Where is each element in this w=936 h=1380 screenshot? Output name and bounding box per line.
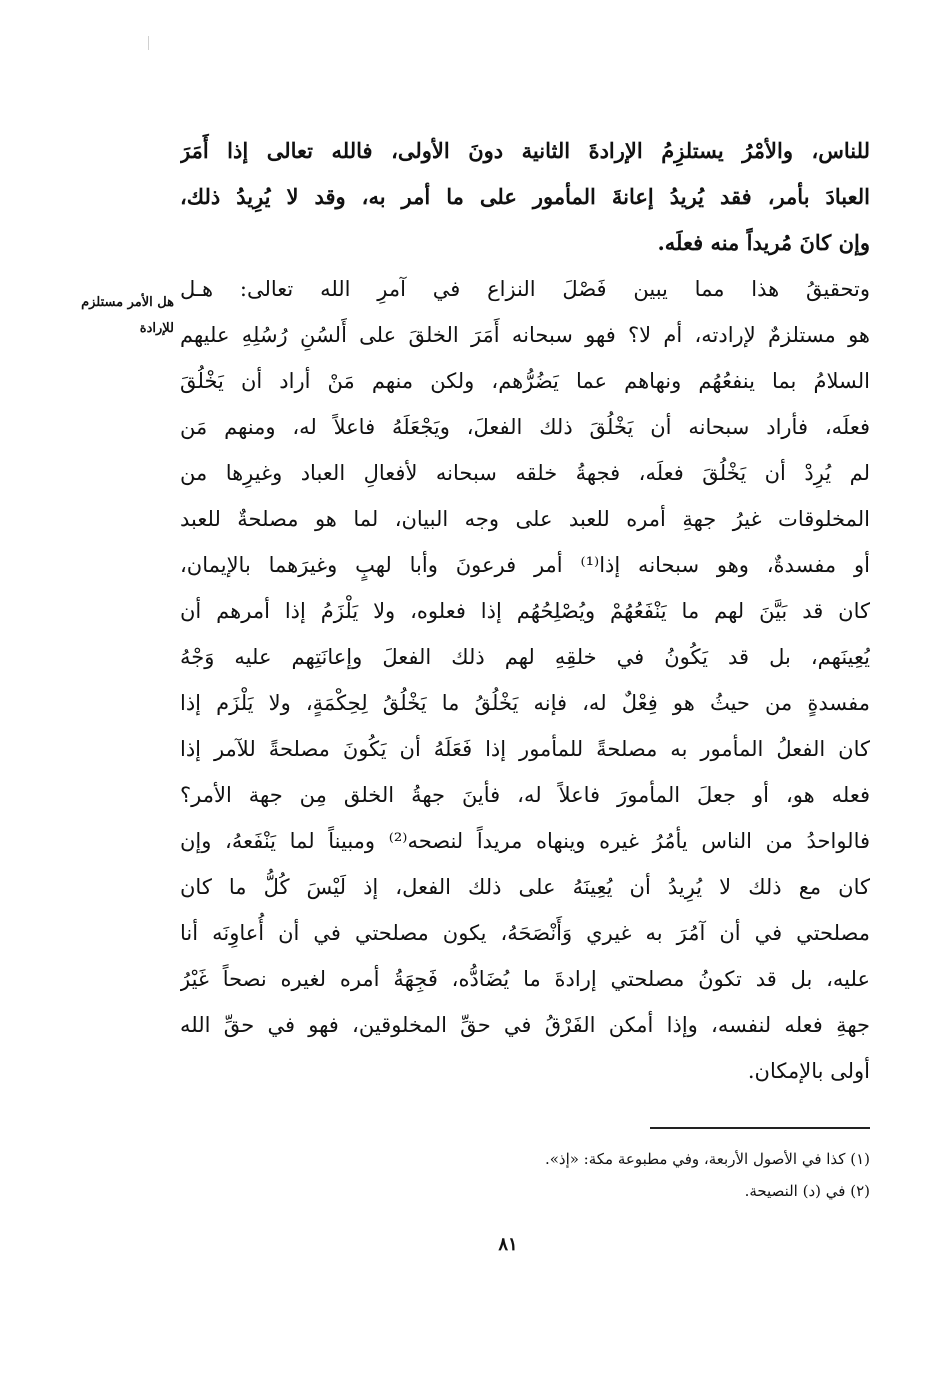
text-line: كان مع ذلك لا يُرِيدُ أن يُعِينَهُ على ذلك الفعل، إذ لَيْسَ كُلُّ ما كان [180, 875, 870, 899]
text-line: جهةِ فعله لنفسه، وإذا أمكن الفَرْقُ في حقِّ المخلوقين، فهو في حقِّ الله [180, 1013, 870, 1037]
text-line: كان قد بَيَّنَ لهم ما يَنْفَعُهُمْ ويُصْلِحُهُم إذا فعلوه، ولا يَلْزَمُ إذا أمرهم أن [180, 599, 870, 623]
text-line: فعله هو، أو جعلَ المأمورَ فاعلاً له، فأينَ جهةُ الخلق مِن جهة الأمر؟ [180, 783, 870, 807]
margin-note-line: هل الأمر مستلزم [81, 295, 174, 310]
main-text-block [180, 128, 870, 1094]
text-line: هو مستلزمٌ لإرادته، أم لا؟ فهو سبحانه أَمَرَ الخلقَ على أَلسُنِ رُسُلِهِ عليهم [180, 323, 870, 347]
text-line: المخلوقات غيرُ جهةِ أمره للعبد على وجه البيان، لما هو مصلحةٌ للعبد [180, 507, 870, 531]
text-line: مصلحتي في أن آمُرَ به غيري وَأَنْصَحَهُ، يكون مصلحتي في أن أُعاوِنَه أنا [180, 921, 870, 945]
text-line: عليه، بل قد تكونُ مصلحتي إرادةَ ما يُضَادُّه، فَجِهَةُ أمره لغيره نصحاً غَيْرُ [180, 967, 870, 991]
page-number: ٨١ [498, 1234, 518, 1255]
text-line: وتحقيقُ هذا مما يبين فَصْلَ النزاع في آمرِ الله تعالى: هـل [180, 277, 870, 301]
text-line: أولى بالإمكان. [747, 1059, 870, 1083]
text-line: فعلَه، فأراد سبحانه أن يَخْلُقَ ذلك الفعلَ، ويَجْعَلَهُ فاعلاً له، ومنهم مَن [180, 415, 870, 439]
margin-note [36, 290, 174, 342]
footnotes [300, 1143, 870, 1207]
text-line: للناس، والأمْرُ يستلزِمُ الإرادةَ الثانية دونَ الأولى، فالله تعالى إذا أَمَرَ [180, 138, 870, 163]
scan-mark [148, 36, 149, 50]
footnote-divider [650, 1127, 870, 1129]
text-line: كان الفعلُ المأمور به مصلحةً للمأمور إذا فَعَلَهُ أن يَكُونَ مصلحةً للآمر إذا [180, 737, 870, 761]
text-line: يُعِينَهم، بل قد يَكُونُ في خلقِهِ لهم ذلك الفعلَ وإعانَتِهم عليه وَجْهُ [180, 645, 870, 669]
text-line: مفسدةٍ من حيثُ هو فِعْلٌ له، فإنه يَخْلُقُ ما يَخْلُقُ لِحِكْمَةٍ، ولا يَلْزَم إذا [180, 691, 870, 715]
footnote-2: (٢) في (د) النصيحة. [744, 1182, 870, 1200]
text-line: وإن كانَ مُريداً منه فعلَه. [657, 230, 870, 255]
footnote-1: (١) كذا في الأصول الأربعة، وفي مطبوعة مكة: «إذ». [544, 1150, 870, 1168]
text-line: السلامُ بما ينفعُهُم ونهاهم عما يَضُرُّهم، ولكن منهم مَنْ أراد أن يَخْلُقَ [180, 369, 870, 393]
text-line: أو مفسدةٌ، وهو سبحانه إذا⁽¹⁾ أمر فرعونَ وأبا لهبٍ وغيرَهما بالإيمان، [180, 553, 870, 577]
text-line: العبادَ بأمر، فقد يُريدُ إعانةَ المأمور على ما أمر به، وقد لا يُرِيدُ ذلك، [180, 184, 870, 209]
text-line: لم يُرِدْ أن يَخْلُقَ فعلَه، فجهةُ خلقه سبحانه لأفعالِ العباد وغيرِها من [180, 461, 870, 485]
text-line: فالواحدُ من الناس يأمُرُ غيره وينهاه مريداً لنصحه⁽²⁾ ومبيناً لما يَنْفَعهُ، وإن [180, 829, 870, 853]
margin-note-line: للإرادة [139, 321, 174, 336]
